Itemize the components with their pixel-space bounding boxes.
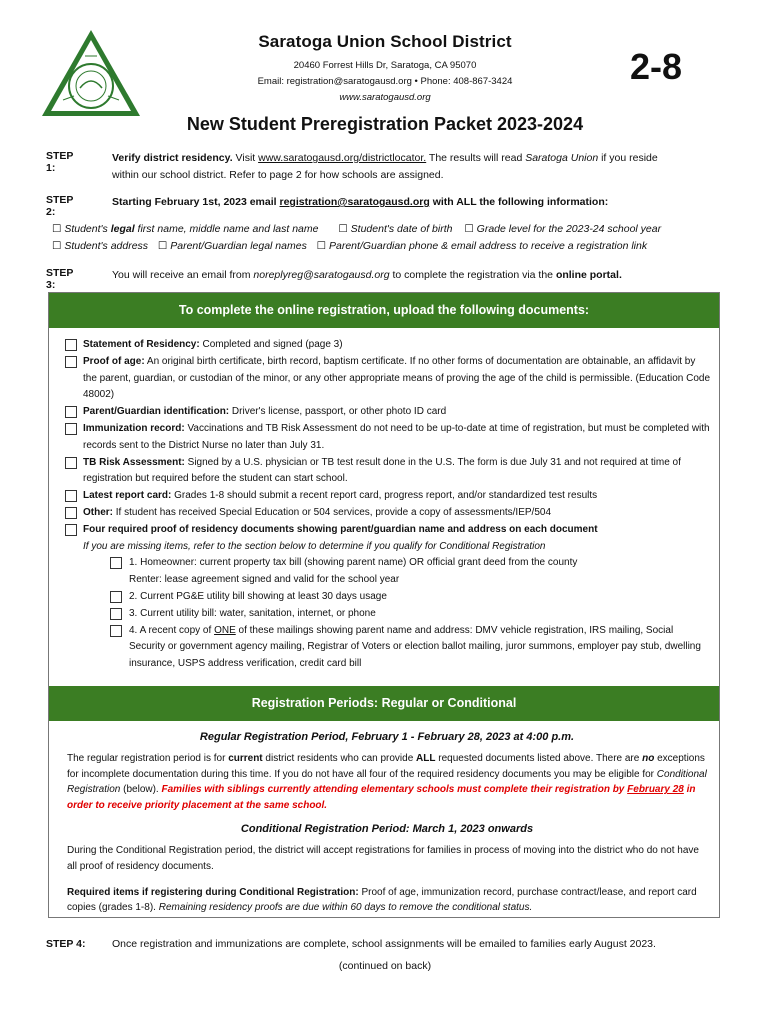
list-item — [61, 421, 711, 455]
checkbox-proof-2[interactable] — [110, 591, 122, 603]
step-1-italic: Saratoga Union — [525, 152, 599, 164]
page-title: New Student Preregistration Packet 2023-2024 — [186, 114, 584, 134]
missing-items-note: If you are missing items, refer to the section below to determine if you qualify for Conditional Registration — [83, 540, 546, 552]
proof-item — [61, 623, 711, 673]
grade-range: 2-8 — [630, 46, 683, 87]
item-text: Completed and signed (page 3) — [199, 339, 343, 350]
sibling-deadline: February 28 — [627, 784, 684, 796]
registration-email-link[interactable]: registration@saratogausd.org — [279, 196, 430, 208]
checkbox-proof-of-age[interactable] — [65, 356, 77, 368]
step-1-line2: within our school district. Refer to page 2 for how schools are assigned. — [112, 169, 444, 181]
checkbox-proof-4[interactable] — [110, 625, 122, 637]
step-1-bold: Verify district residency. — [112, 152, 233, 164]
proof-4-pre: 4. A recent copy of — [129, 624, 215, 636]
checkbox-proof-3[interactable] — [110, 608, 122, 620]
item-title: Parent/Guardian identification: — [83, 406, 230, 418]
proof-4-post: of these mailings showing parent name and address: DMV vehicle registration, IRS mailing, Social Security or government agency mailing, Registrar of Voters or election ballot mailing, juror summons, employer pay stub, dwelling insurance, USPS address verification, credit card bill — [129, 624, 701, 670]
district-website: www.saratogausd.org — [339, 92, 431, 103]
item-text: Vaccinations and TB Risk Assessment do not need to be up-to-date at time of registration, but must be completed with records sent to the District Nurse no later than July 31. — [83, 422, 710, 451]
conditional-period-heading: Conditional Registration Period: March 1, 2023 onwards — [240, 823, 534, 836]
item-text: If student has received Special Education or 504 services, provide a copy of assessments/IEP/504 — [113, 506, 552, 518]
required-items-note: Remaining residency proofs are due within 60 days to remove the conditional status. — [158, 902, 533, 914]
item-title: TB Risk Assessment: — [83, 456, 185, 468]
conditional-period-text: During the Conditional Registration period, the district will accept registrations for families in process of moving into the district who do not have all proof of residency documents. — [67, 845, 699, 872]
sibling-warning-tail: in order to receive priority placement at the same school. — [67, 784, 696, 811]
district-address: 20460 Forrest Hills Dr, Saratoga, CA 95070 — [293, 60, 477, 71]
conditional-required-items — [67, 885, 707, 916]
required-items-label: Required items if registering during Conditional Registration: — [67, 886, 359, 898]
info-legal-name-post: first name, middle name and last name — [134, 223, 319, 235]
reg-text-2: district residents who can provide — [262, 753, 417, 764]
documents-heading: To complete the online registration, upload the following documents: — [49, 293, 719, 328]
checkbox-latest-report-card[interactable] — [65, 490, 77, 502]
step-1-pre: Visit — [232, 152, 259, 164]
item-text: An original birth certificate, birth record, baptism certificate. If no other forms of documentation are obtainable, an affidavit by the parent, guardian, or custodian of the minor, or any other appropriate means of proving the age of the child is permissible. (Education Code 48002) — [83, 355, 711, 401]
proof-1-line-2: Renter: lease agreement signed and valid for the school year — [129, 574, 400, 586]
item-title: Immunization record: — [83, 422, 185, 434]
checkbox-statement-of-residency[interactable] — [65, 339, 77, 351]
item-text: Driver's license, passport, or other photo ID card — [229, 406, 447, 418]
list-item — [61, 455, 711, 489]
step-3-pre: You will receive an email from — [112, 269, 254, 281]
item-text: Grades 1-8 should submit a recent report card, progress report, and/or standardized test results — [171, 490, 598, 502]
step-4-label: STEP 4: — [46, 938, 86, 950]
periods-content — [67, 731, 707, 926]
reg-no: no — [642, 753, 655, 764]
proof-item — [61, 606, 711, 623]
list-item — [61, 522, 711, 539]
item-title: Latest report card: — [83, 490, 172, 502]
item-title: Statement of Residency: — [83, 339, 200, 350]
item-title: Four required proof of residency documents showing parent/guardian name and address on each document — [83, 523, 598, 535]
info-date-of-birth: ☐ Student's date of birth — [338, 223, 453, 235]
list-item — [61, 337, 711, 354]
documents-list — [61, 337, 711, 673]
step-1-label: STEP 1: — [46, 150, 74, 174]
reg-text-4: exceptions for incomplete documentation during this time. If you do not have all four of the required residency documents you may be eligible for — [67, 753, 705, 780]
list-item — [61, 354, 711, 404]
step-3-mid: to complete the registration via the — [389, 269, 556, 281]
proof-1-line-1: 1. Homeowner: current property tax bill (showing parent name) OR official grant deed from the county — [129, 557, 578, 569]
district-locator-link[interactable]: www.saratogausd.org/districtlocator. — [258, 152, 427, 164]
checkbox-parent-identification[interactable] — [65, 406, 77, 418]
list-item — [61, 404, 711, 421]
proof-4-one: ONE — [214, 624, 236, 636]
district-logo — [38, 26, 144, 120]
step-4-text: Once registration and immunizations are complete, school assignments will be emailed to families early August 2023. — [112, 938, 656, 950]
checkbox-other[interactable] — [65, 507, 77, 519]
reg-text-1: The regular registration period is for — [67, 753, 229, 764]
step-2-pre: Starting February 1st, 2023 email — [112, 196, 280, 208]
step-1-after: The results will read — [426, 152, 526, 164]
continued-note: (continued on back) — [338, 960, 432, 972]
reg-all: ALL — [416, 753, 436, 764]
reg-conditional: Conditional Registration — [67, 768, 707, 796]
item-text: Signed by a U.S. physician or TB test result done in the U.S. The form is due July 31 and not required at time of registration but required before the student can start school. — [83, 456, 681, 485]
info-parent-names: ☐ Parent/Guardian legal names — [157, 240, 307, 252]
info-grade-level: ☐ Grade level for the 2023-24 school year — [464, 223, 662, 235]
proof-item — [61, 589, 711, 606]
regular-period-text — [67, 751, 707, 813]
step-2-label: STEP 2: — [46, 194, 74, 218]
info-legal-name-pre: ☐ Student's — [52, 223, 111, 235]
list-item — [61, 488, 711, 505]
sibling-warning: Families with siblings currently attending elementary schools must complete their registration by — [161, 784, 628, 796]
periods-heading: Registration Periods: Regular or Conditional — [49, 686, 719, 721]
item-title: Other: — [83, 506, 113, 518]
info-parent-contact: ☐ Parent/Guardian phone & email address to receive a registration link — [316, 240, 648, 252]
proof-2: 2. Current PG&E utility bill showing at least 30 days usage — [129, 590, 387, 602]
list-item — [61, 505, 711, 522]
proof-3: 3. Current utility bill: water, sanitation, internet, or phone — [129, 607, 376, 619]
reg-text-5: (below). — [120, 784, 162, 796]
regular-period-heading: Regular Registration Period, February 1 - February 28, 2023 at 4:00 p.m. — [199, 731, 575, 743]
district-contact: Email: registration@saratogausd.org • Phone: 408-867-3424 — [257, 76, 513, 87]
step-3-label: STEP 3: — [46, 267, 74, 291]
district-name: Saratoga Union School District — [258, 32, 512, 51]
info-legal-bold: legal — [110, 223, 135, 235]
info-checklist-line-2 — [52, 240, 647, 252]
checkbox-immunization-record[interactable] — [65, 423, 77, 435]
info-checklist-line-1 — [52, 223, 661, 235]
required-items-text: Proof of age, immunization record, purchase contract/lease, and report card copies (grades 1-8). — [67, 886, 697, 914]
item-title: Proof of age: — [83, 355, 145, 367]
reg-current: current — [228, 753, 263, 764]
checkbox-tb-risk-assessment[interactable] — [65, 457, 77, 469]
noreply-email: noreplyreg@saratogausd.org — [253, 269, 390, 281]
reg-text-3: requested documents listed above. There are — [435, 753, 643, 764]
info-student-address: ☐ Student's address — [52, 240, 149, 252]
checkbox-residency-proofs[interactable] — [65, 524, 77, 536]
requirements-box — [48, 292, 720, 918]
proof-item — [61, 555, 711, 589]
step-2-post: with ALL the following information: — [429, 196, 609, 208]
online-portal-text: online portal. — [555, 269, 622, 281]
letterhead — [200, 32, 570, 106]
step-1-tail: if you reside — [598, 152, 658, 164]
checkbox-proof-1[interactable] — [110, 557, 122, 569]
